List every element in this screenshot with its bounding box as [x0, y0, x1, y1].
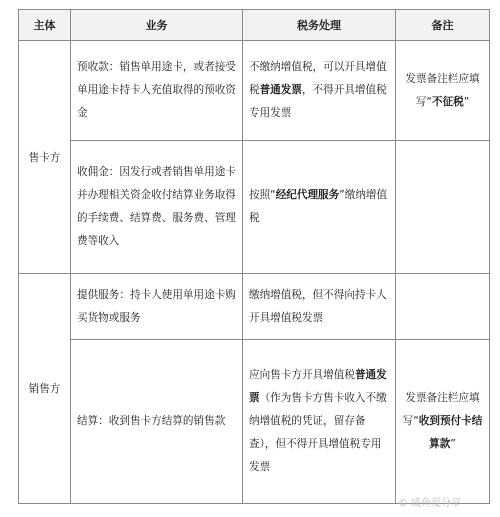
header-tax: 税务处理	[243, 10, 396, 41]
header-note: 备注	[396, 10, 490, 41]
note-cell	[396, 274, 490, 340]
note-cell: 发票备注栏应填写“不征税”	[396, 41, 490, 141]
header-subject: 主体	[19, 10, 71, 41]
tax-cell: 缴纳增值税，但不得向持卡人开具增值税发票	[243, 274, 396, 340]
table-row	[19, 141, 490, 274]
table-row	[19, 340, 490, 504]
note-cell	[396, 141, 490, 274]
tax-table	[18, 9, 490, 504]
table-row	[19, 41, 490, 141]
watermark: © 咸鱼爱分享	[398, 498, 462, 509]
business-cell: 提供服务：持卡人使用单用途卡购买货物或服务	[71, 274, 243, 340]
tax-cell: 不缴纳增值税，可以开具增值税普通发票，不得开具增值税专用发票	[243, 41, 396, 141]
subject-card-issuer: 售卡方	[19, 41, 71, 274]
business-cell: 预收款：销售单用途卡，或者接受单用途卡持卡人充值取得的预收资金	[71, 41, 243, 141]
header-business: 业务	[71, 10, 243, 41]
business-cell: 结算：收到售卡方结算的销售款	[71, 340, 243, 504]
subject-seller: 销售方	[19, 274, 71, 504]
header-row	[19, 10, 490, 41]
business-cell: 收佣金：因发行或者销售单用途卡并办理相关资金收付结算业务取得的手续费、结算费、服务费、管理费等收入	[71, 141, 243, 274]
note-cell: 发票备注栏应填写“收到预付卡结算款”	[396, 340, 490, 504]
tax-cell: 按照“经纪代理服务”缴纳增值税	[243, 141, 396, 274]
table-row	[19, 274, 490, 340]
tax-cell: 应向售卡方开具增值税普通发票（作为售卡方售卡收入不缴纳增值税的凭证，留存备查），但不得开具增值税专用发票	[243, 340, 396, 504]
